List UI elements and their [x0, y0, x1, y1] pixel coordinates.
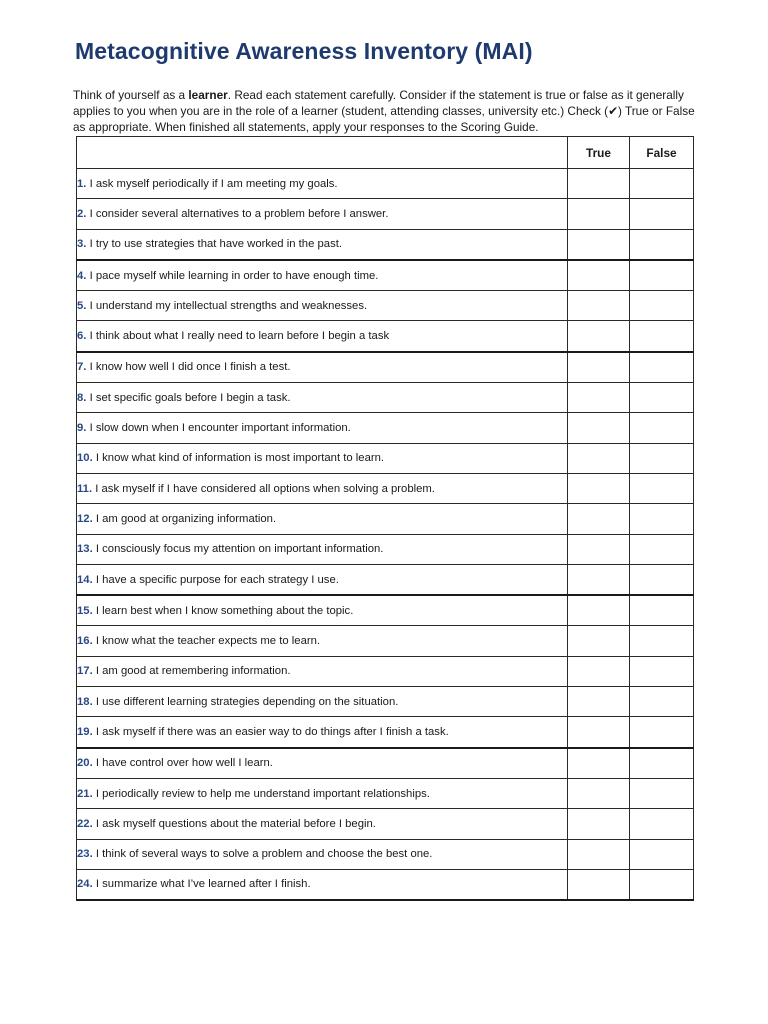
table-row	[77, 748, 694, 779]
item-number: 24.	[77, 878, 93, 891]
table-row	[77, 626, 694, 656]
table-row	[77, 687, 694, 717]
table-row	[77, 534, 694, 564]
table-row	[77, 656, 694, 686]
true-checkbox-cell[interactable]	[568, 413, 630, 443]
table-row	[77, 778, 694, 808]
item-number: 21.	[77, 787, 93, 800]
false-checkbox-cell[interactable]	[630, 169, 694, 199]
table-row	[77, 809, 694, 839]
table-row	[77, 869, 694, 900]
statement-cell	[77, 687, 568, 717]
statement-column-header	[77, 137, 568, 169]
instructions-prefix: Think of yourself as a	[73, 88, 189, 102]
item-text: I set specific goals before I begin a task.	[89, 391, 291, 404]
table-row	[77, 229, 694, 260]
statement-cell	[77, 656, 568, 686]
true-checkbox-cell[interactable]	[568, 809, 630, 839]
item-text: I understand my intellectual strengths and weaknesses.	[89, 299, 368, 312]
false-checkbox-cell[interactable]	[630, 229, 694, 260]
item-text: I know what kind of information is most important to learn.	[95, 452, 385, 465]
statement-cell	[77, 229, 568, 260]
item-text: I learn best when I know something about the topic.	[95, 604, 354, 617]
instructions-suffix: . Read each statement carefully. Consider if the statement is true or false as it generally applies to you when you are in the role of a learner (student, attending classes, university etc.) Check (✔) True or False as appropriate. When finished all statements, apply your responses to the Scoring Guide.	[73, 88, 695, 134]
item-text: I periodically review to help me understand important relationships.	[95, 787, 430, 800]
item-number: 14.	[77, 573, 93, 586]
true-checkbox-cell[interactable]	[568, 443, 630, 473]
statement-cell	[77, 321, 568, 352]
statement-cell	[77, 260, 568, 291]
table-row	[77, 443, 694, 473]
item-number: 12.	[77, 512, 93, 525]
true-checkbox-cell[interactable]	[568, 504, 630, 534]
item-number: 20.	[77, 757, 93, 770]
table-row	[77, 199, 694, 229]
statement-cell	[77, 809, 568, 839]
false-checkbox-cell[interactable]	[630, 626, 694, 656]
statement-cell	[77, 748, 568, 779]
item-number: 6.	[77, 330, 87, 343]
item-text: I ask myself periodically if I am meeting my goals.	[89, 177, 338, 190]
false-checkbox-cell[interactable]	[630, 504, 694, 534]
item-text: I have a specific purpose for each strategy I use.	[95, 573, 339, 586]
statement-cell	[77, 383, 568, 413]
false-checkbox-cell[interactable]	[630, 199, 694, 229]
instructions	[73, 87, 703, 135]
false-column-header: False	[630, 137, 694, 169]
statement-cell	[77, 595, 568, 626]
statement-cell	[77, 199, 568, 229]
statement-cell	[77, 534, 568, 564]
header-row	[77, 137, 694, 169]
table-row	[77, 564, 694, 595]
true-checkbox-cell[interactable]	[568, 595, 630, 626]
false-checkbox-cell[interactable]	[630, 352, 694, 383]
statement-rows	[77, 169, 694, 901]
statement-cell	[77, 778, 568, 808]
item-text: I think of several ways to solve a problem and choose the best one.	[95, 848, 433, 861]
false-checkbox-cell[interactable]	[630, 413, 694, 443]
item-text: I pace myself while learning in order to have enough time.	[89, 269, 379, 282]
item-text: I consciously focus my attention on important information.	[95, 543, 384, 556]
false-checkbox-cell[interactable]	[630, 595, 694, 626]
false-checkbox-cell[interactable]	[630, 564, 694, 595]
table-row	[77, 413, 694, 443]
false-checkbox-cell[interactable]	[630, 383, 694, 413]
statement-cell	[77, 352, 568, 383]
table-row	[77, 352, 694, 383]
false-checkbox-cell[interactable]	[630, 291, 694, 321]
item-number: 4.	[77, 269, 87, 282]
true-checkbox-cell[interactable]	[568, 169, 630, 199]
false-checkbox-cell[interactable]	[630, 839, 694, 869]
false-checkbox-cell[interactable]	[630, 260, 694, 291]
table-row	[77, 839, 694, 869]
item-text: I summarize what I’ve learned after I finish.	[95, 878, 311, 891]
table-row	[77, 473, 694, 503]
false-checkbox-cell[interactable]	[630, 869, 694, 900]
true-column-header: True	[568, 137, 630, 169]
statement-cell	[77, 443, 568, 473]
item-number: 3.	[77, 238, 87, 251]
false-checkbox-cell[interactable]	[630, 443, 694, 473]
item-number: 17.	[77, 665, 93, 678]
table-row	[77, 260, 694, 291]
table-row	[77, 321, 694, 352]
item-text: I consider several alternatives to a problem before I answer.	[89, 207, 389, 220]
true-checkbox-cell[interactable]	[568, 717, 630, 748]
item-number: 5.	[77, 299, 87, 312]
true-checkbox-cell[interactable]	[568, 229, 630, 260]
false-checkbox-cell[interactable]	[630, 321, 694, 352]
item-number: 23.	[77, 848, 93, 861]
item-text: I try to use strategies that have worked in the past.	[89, 238, 342, 251]
statement-cell	[77, 564, 568, 595]
page-title: Metacognitive Awareness Inventory (MAI)	[75, 38, 533, 64]
statement-cell	[77, 169, 568, 199]
item-text: I have control over how well I learn.	[95, 757, 273, 770]
item-number: 8.	[77, 391, 87, 404]
true-checkbox-cell[interactable]	[568, 748, 630, 779]
item-text: I know what the teacher expects me to learn.	[95, 635, 321, 648]
statement-cell	[77, 504, 568, 534]
true-checkbox-cell[interactable]	[568, 291, 630, 321]
item-text: I think about what I really need to learn before I begin a task	[89, 330, 390, 343]
true-checkbox-cell[interactable]	[568, 383, 630, 413]
table-row	[77, 504, 694, 534]
item-number: 2.	[77, 207, 87, 220]
true-checkbox-cell[interactable]	[568, 564, 630, 595]
item-text: I am good at remembering information.	[95, 665, 291, 678]
item-number: 11.	[77, 482, 93, 495]
item-text: I am good at organizing information.	[95, 512, 277, 525]
true-checkbox-cell[interactable]	[568, 687, 630, 717]
item-number: 16.	[77, 635, 93, 648]
true-checkbox-cell[interactable]	[568, 473, 630, 503]
statement-cell	[77, 626, 568, 656]
table-row	[77, 595, 694, 626]
statement-cell	[77, 291, 568, 321]
item-text: I know how well I did once I finish a test.	[89, 361, 291, 374]
true-checkbox-cell[interactable]	[568, 352, 630, 383]
item-number: 15.	[77, 604, 93, 617]
false-checkbox-cell[interactable]	[630, 473, 694, 503]
true-checkbox-cell[interactable]	[568, 260, 630, 291]
item-text: I ask myself if I have considered all options when solving a problem.	[95, 482, 435, 495]
false-checkbox-cell[interactable]	[630, 748, 694, 779]
true-checkbox-cell[interactable]	[568, 869, 630, 900]
statement-cell	[77, 413, 568, 443]
item-number: 1.	[77, 177, 87, 190]
true-checkbox-cell[interactable]	[568, 778, 630, 808]
item-number: 22.	[77, 817, 93, 830]
true-checkbox-cell[interactable]	[568, 534, 630, 564]
item-number: 9.	[77, 422, 87, 435]
statement-cell	[77, 839, 568, 869]
item-number: 10.	[77, 452, 93, 465]
table-row	[77, 383, 694, 413]
true-checkbox-cell[interactable]	[568, 199, 630, 229]
false-checkbox-cell[interactable]	[630, 534, 694, 564]
true-checkbox-cell[interactable]	[568, 656, 630, 686]
item-text: I slow down when I encounter important information.	[89, 422, 351, 435]
item-text: I use different learning strategies depending on the situation.	[95, 695, 399, 708]
false-checkbox-cell[interactable]	[630, 778, 694, 808]
false-checkbox-cell[interactable]	[630, 717, 694, 748]
false-checkbox-cell[interactable]	[630, 687, 694, 717]
inventory-table	[76, 136, 694, 901]
item-text: I ask myself if there was an easier way to do things after I finish a task.	[95, 725, 449, 738]
table-row	[77, 717, 694, 748]
item-number: 18.	[77, 695, 93, 708]
item-number: 7.	[77, 361, 87, 374]
false-checkbox-cell[interactable]	[630, 656, 694, 686]
item-number: 13.	[77, 543, 93, 556]
instructions-emphasis: learner	[188, 88, 228, 102]
false-checkbox-cell[interactable]	[630, 809, 694, 839]
statement-cell	[77, 717, 568, 748]
statement-cell	[77, 869, 568, 900]
table-row	[77, 291, 694, 321]
table-row	[77, 169, 694, 199]
statement-cell	[77, 473, 568, 503]
true-checkbox-cell[interactable]	[568, 626, 630, 656]
item-number: 19.	[77, 725, 93, 738]
true-checkbox-cell[interactable]	[568, 839, 630, 869]
true-checkbox-cell[interactable]	[568, 321, 630, 352]
item-text: I ask myself questions about the material before I begin.	[95, 817, 376, 830]
